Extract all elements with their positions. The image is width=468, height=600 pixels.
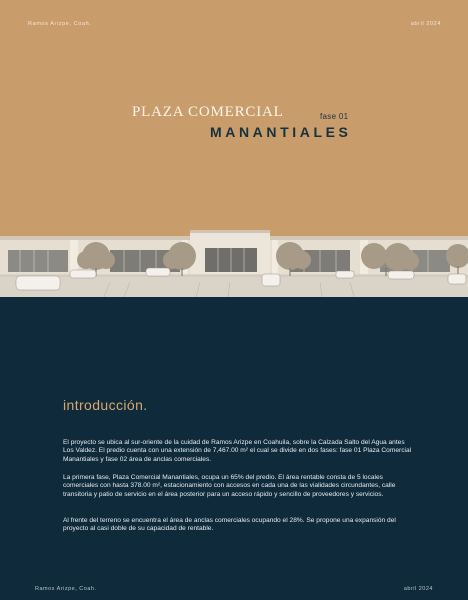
building-rendering [0,224,468,297]
introduction-section [0,297,468,600]
cover-phase-label: fase 01 [320,112,349,121]
intro-paragraph-2: La primera fase, Plaza Comercial Manantiales, ocupa un 65% del predio. El área rentable consta de 5 locales comerciales con hasta 378.00 m², estacionamiento con accesos en cada una de las vialidades circundantes, calle transitoria y patio de servicio en el área posterior para un acceso rápido y sencillo de proveedores y servicios. [63,474,396,498]
cover-section [0,0,468,297]
header-location: Ramos Arizpe, Coah. [28,21,92,27]
intro-paragraph-3: Al frente del terreno se encuentra el área de anclas comerciales ocupando el 28%. Se propone una expansión del proyecto al casi doble de su capacidad de rentable. [63,517,396,533]
header-date: abril 2024 [410,21,441,27]
intro-paragraph-1: El proyecto se ubica al sur-oriente de la cuidad de Ramos Arizpe en Coahuila, sobre la Calzada Salto del Agua antes Los Valdez. El predio cuenta con una extensión de 7,467.00 m² el cual se divide en dos fases: fase 01 Plaza Comercial Manantiales y fase 02 área de anclas comerciales. [63,439,412,463]
cover-title-line2: MANANTIALES [210,124,352,140]
footer-date: abril 2024 [403,586,433,592]
cover-title-line1: PLAZA COMERCIAL [132,104,284,120]
intro-heading: introducción. [63,397,148,413]
footer-location: Ramos Arizpe, Coah. [35,586,97,592]
